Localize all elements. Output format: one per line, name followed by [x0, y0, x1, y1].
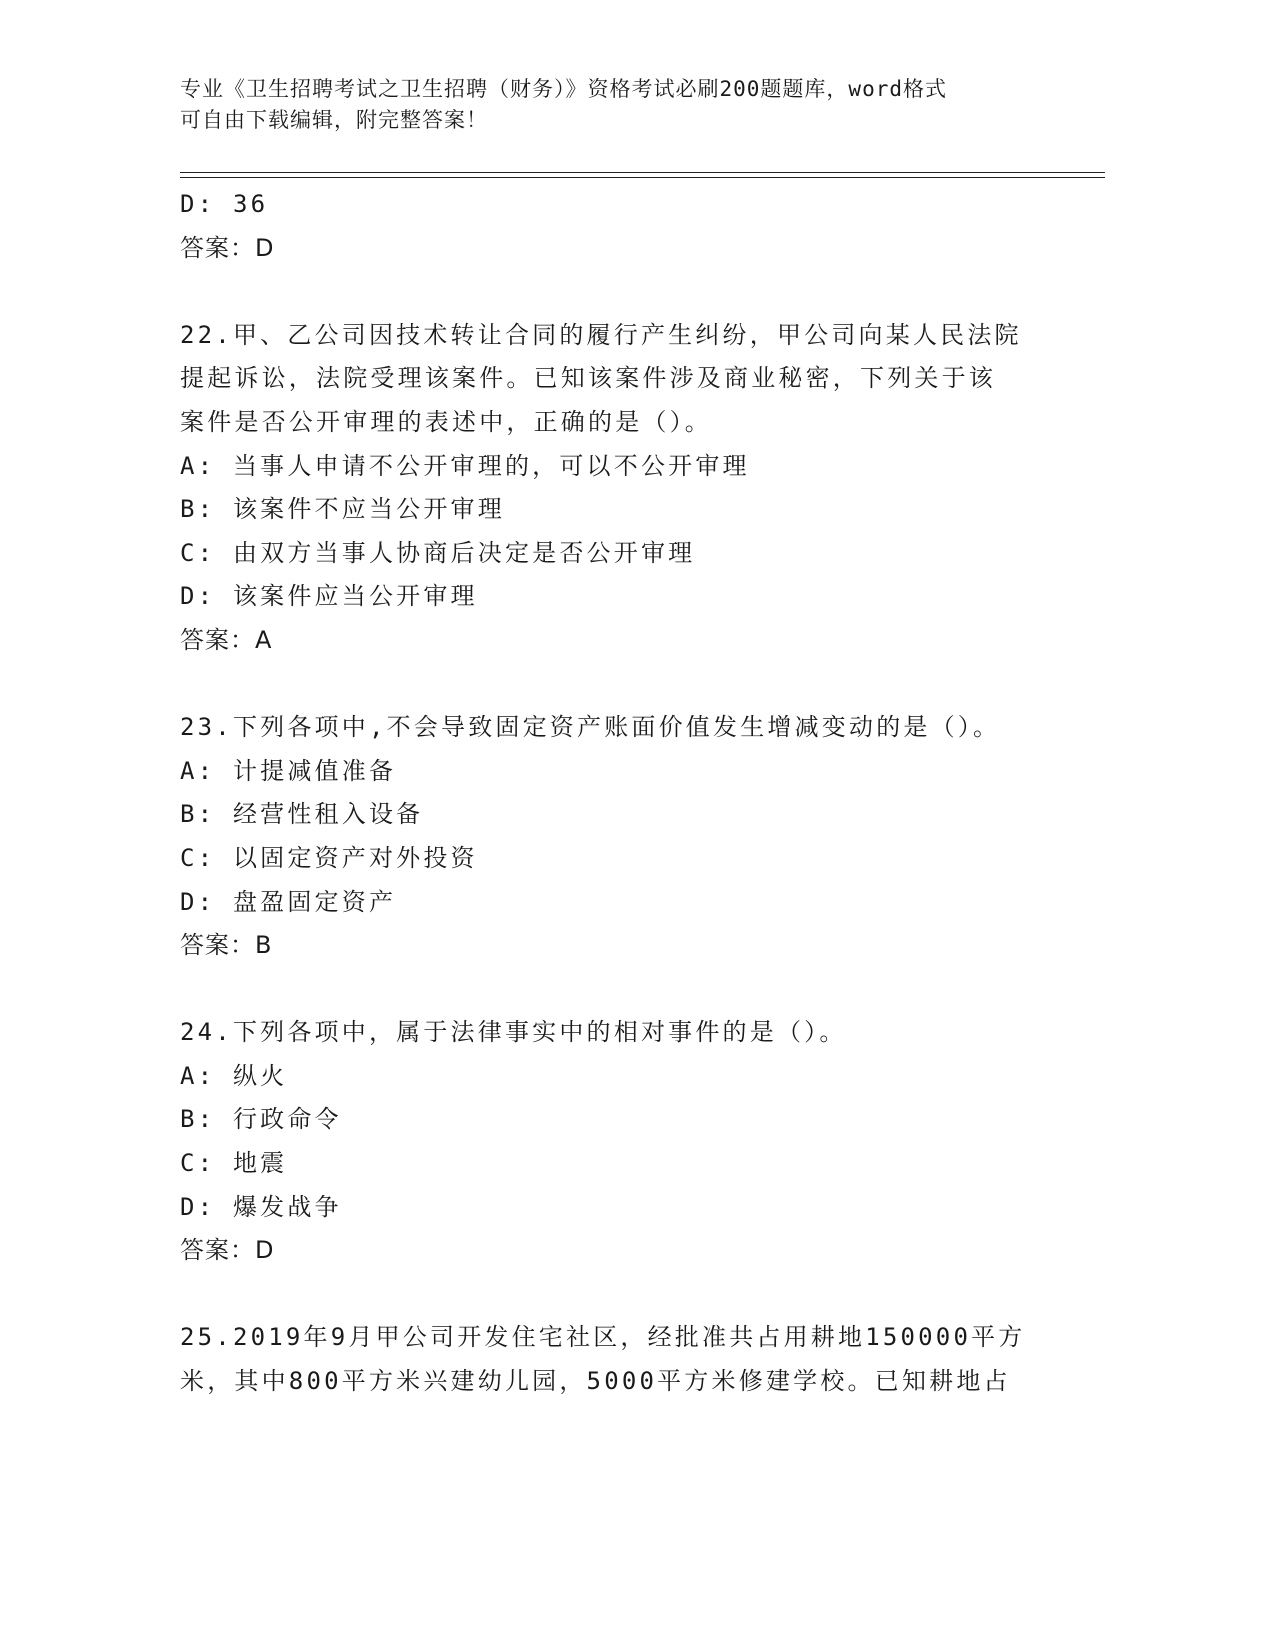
header-rule-bottom	[180, 177, 1105, 178]
q23-option-d: D: 盘盈固定资产	[180, 887, 397, 916]
q24-option-d: D: 爆发战争	[180, 1192, 342, 1221]
q22-option-b: B: 该案件不应当公开审理	[180, 495, 505, 524]
q24-option-c: C: 地震	[180, 1149, 288, 1178]
q22-stem-line-1: 22.甲、乙公司因技术转让合同的履行产生纠纷，甲公司向某人民法院	[180, 320, 1022, 349]
prev-answer: 答案：D	[180, 233, 275, 262]
header-rule-top	[180, 172, 1105, 173]
question-25	[180, 1316, 1110, 1403]
question-24	[180, 1011, 1110, 1273]
spacer	[180, 663, 1110, 707]
page-header	[180, 74, 1110, 136]
q22-option-a: A: 当事人申请不公开审理的，可以不公开审理	[180, 451, 750, 480]
q22-stem-line-2: 提起诉讼，法院受理该案件。已知该案件涉及商业秘密，下列关于该	[180, 364, 996, 393]
spacer	[180, 968, 1110, 1012]
q23-option-c: C: 以固定资产对外投资	[180, 843, 478, 872]
q23-option-b: B: 经营性租入设备	[180, 800, 424, 829]
q25-stem-line-2: 米，其中800平方米兴建幼儿园，5000平方米修建学校。已知耕地占	[180, 1367, 1011, 1396]
q23-stem-line-1: 23.下列各项中,不会导致固定资产账面价值发生增减变动的是（）。	[180, 713, 1001, 742]
q24-option-b: B: 行政命令	[180, 1105, 342, 1134]
q25-stem-line-1: 25.2019年9月甲公司开发住宅社区，经批准共占用耕地150000平方	[180, 1323, 1026, 1352]
q22-option-c: C: 由双方当事人协商后决定是否公开审理	[180, 538, 696, 567]
q24-answer: 答案：D	[180, 1236, 275, 1265]
q23-option-a: A: 计提减值准备	[180, 756, 397, 785]
header-line-2: 可自由下载编辑，附完整答案！	[180, 108, 488, 132]
question-23	[180, 706, 1110, 968]
question-22	[180, 314, 1110, 663]
q24-option-a: A: 纵火	[180, 1061, 288, 1090]
spacer	[180, 1273, 1110, 1317]
q23-answer: 答案：B	[180, 931, 273, 960]
q24-stem-line-1: 24.下列各项中，属于法律事实中的相对事件的是（）。	[180, 1018, 847, 1047]
q22-option-d: D: 该案件应当公开审理	[180, 582, 478, 611]
spacer	[180, 270, 1110, 314]
prev-option-d: D: 36	[180, 190, 269, 218]
q22-stem-line-3: 案件是否公开审理的表述中，正确的是（）。	[180, 407, 712, 436]
header-line-1: 专业《卫生招聘考试之卫生招聘（财务）》资格考试必刷200题题库，word格式	[180, 77, 947, 101]
question-content	[180, 183, 1110, 1404]
q22-answer: 答案：A	[180, 625, 273, 654]
